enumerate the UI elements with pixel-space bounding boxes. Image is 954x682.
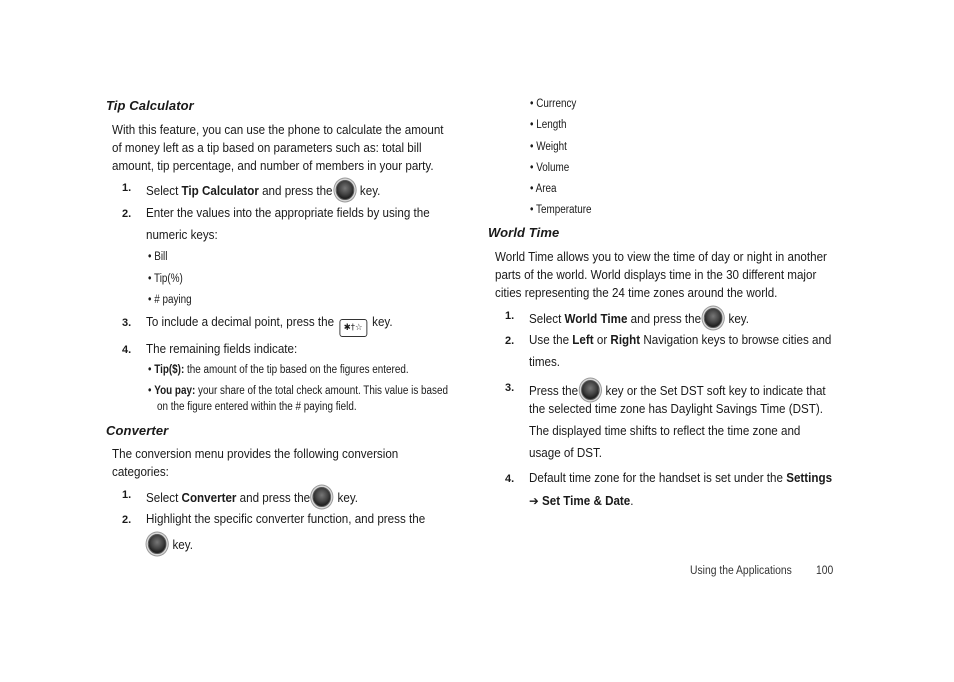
tip-calculator-heading: Tip Calculator [106,98,194,113]
step-number: 1. [122,489,132,501]
ok-key-icon [581,380,600,400]
ok-key-icon [313,487,332,507]
page-number: 100 [816,565,834,577]
step-number: 3. [122,317,132,329]
converter-step-1: Select Converter and press the key. [146,487,358,507]
step-number: 1. [122,182,132,194]
list-item: • Bill [148,251,168,263]
list-item-continuation: on the figure entered within the # paying field. [157,401,357,413]
world-step-2-line-2: times. [529,355,561,369]
world-intro-line-1: World Time allows you to view the time of day or night in another [495,250,827,264]
list-item: • Weight [530,141,567,153]
step-number: 2. [122,208,132,220]
world-step-3-line-3: The displayed time shifts to reflect the time zone and [529,424,801,438]
step-number: 1. [505,310,515,322]
world-intro-line-2: parts of the world. World displays time in the 30 different major [495,268,817,282]
world-step-1: Select World Time and press the key. [529,308,749,328]
list-item: • You pay: your share of the total check amount. This value is based [148,385,448,397]
list-item: • # paying [148,294,192,306]
list-item: • Area [530,183,557,195]
tip-step-3: To include a decimal point, press the ✱†☆ key. [146,315,393,337]
world-step-2-line-1: Use the Left or Right Navigation keys to browse cities and [529,333,832,347]
list-item: • Temperature [530,204,592,216]
world-step-3-line-2: the selected time zone has Daylight Savings Time (DST). [529,402,823,416]
list-item: • Volume [530,162,570,174]
tip-step-2-line-1: Enter the values into the appropriate fields by using the [146,206,430,220]
list-item: • Currency [530,98,577,110]
ok-key-icon [704,308,723,328]
tip-step-1: Select Tip Calculator and press the key. [146,180,380,200]
list-item: • Tip(%) [148,273,183,285]
ok-key-icon [335,180,354,200]
converter-step-2-line-1: Highlight the specific converter function, and press the [146,512,426,526]
step-number: 3. [505,382,515,394]
world-step-4-line-1: Default time zone for the handset is set under the Settings [529,471,833,485]
world-step-4-line-2: ➔ Set Time & Date. [529,494,634,508]
world-intro-line-3: cities representing the 24 time zones around the world. [495,286,778,300]
converter-intro-line-1: The conversion menu provides the following conversion [112,447,399,461]
step-number: 4. [505,473,515,485]
step-number: 2. [122,514,132,526]
world-step-3-line-1: Press the key or the Set DST soft key to indicate that [529,380,826,400]
converter-step-2-line-2: key. [146,534,193,554]
converter-heading: Converter [106,423,169,438]
tip-intro-line-3: amount, tip percentage, and number of members in your party. [112,159,434,173]
footer-section-title: Using the Applications [690,565,792,577]
tip-intro-line-2: of money left as a tip based on parameters such as: total bill [112,141,422,155]
list-item: • Length [530,119,567,131]
tip-step-4: The remaining fields indicate: [146,342,298,356]
world-step-3-line-4: usage of DST. [529,446,603,460]
ok-key-icon [148,534,167,554]
step-number: 2. [505,335,515,347]
list-item: • Tip($): the amount of the tip based on the figures entered. [148,364,409,376]
converter-intro-line-2: categories: [112,465,169,479]
step-number: 4. [122,344,132,356]
star-key-icon: ✱†☆ [339,319,367,337]
tip-step-2-line-2: numeric keys: [146,228,218,242]
world-time-heading: World Time [488,225,560,240]
tip-intro-line-1: With this feature, you can use the phone to calculate the amount [112,123,444,137]
